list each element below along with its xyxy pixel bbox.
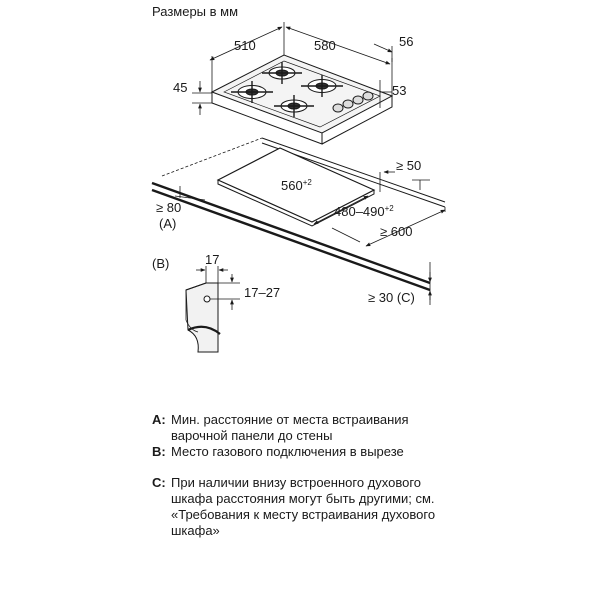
legend (152, 412, 452, 539)
dim-cutout-width-value: 560 (281, 178, 303, 193)
legend-text-b: Место газового подключения в вырезе (171, 444, 404, 459)
label-a: (A) (159, 216, 177, 231)
legend-key-b: B: (152, 444, 166, 459)
legend-item-c (152, 475, 452, 539)
dim-hob-width: 580 (314, 38, 336, 53)
dim-rear-clearance: ≥ 50 (396, 158, 422, 173)
legend-text-c: При наличии внизу встроенного духового шкафа расстояния могут быть другими; см. «Требования к месту встраивания духового шкафа» (171, 475, 436, 538)
label-b: (B) (152, 256, 170, 271)
dim-cutout-width-tolerance: +2 (302, 178, 312, 187)
legend-key-c: C: (152, 475, 166, 490)
hob-drawing (212, 55, 392, 144)
legend-text-a: Мин. расстояние от места встраивания варочной панели до стены (171, 412, 409, 443)
legend-key-a: A: (152, 412, 166, 427)
dim-cutout-depth-tolerance: +2 (384, 204, 394, 213)
dim-b-height-range: 17–27 (244, 285, 281, 300)
detail-b-drawing (186, 283, 220, 352)
legend-item-a (152, 412, 452, 444)
dim-b-width: 17 (205, 252, 220, 267)
dim-side-clearance: ≥ 80 (156, 200, 182, 215)
dim-hob-height: 45 (173, 80, 188, 95)
legend-item-b (152, 444, 452, 460)
label-c: (C) (396, 290, 415, 305)
dim-below-clearance-value: ≥ 30 (368, 290, 394, 305)
dim-hob-rear-offset: 56 (399, 34, 414, 49)
dim-countertop-depth: ≥ 600 (380, 224, 413, 239)
dim-hob-depth: 510 (234, 38, 256, 53)
dim-knob-offset: 53 (392, 83, 407, 98)
diagram-title: Размеры в мм (152, 4, 239, 19)
dim-cutout-depth (334, 204, 394, 219)
dim-below-clearance (368, 290, 415, 305)
dim-cutout-depth-value: 480–490 (334, 204, 385, 219)
